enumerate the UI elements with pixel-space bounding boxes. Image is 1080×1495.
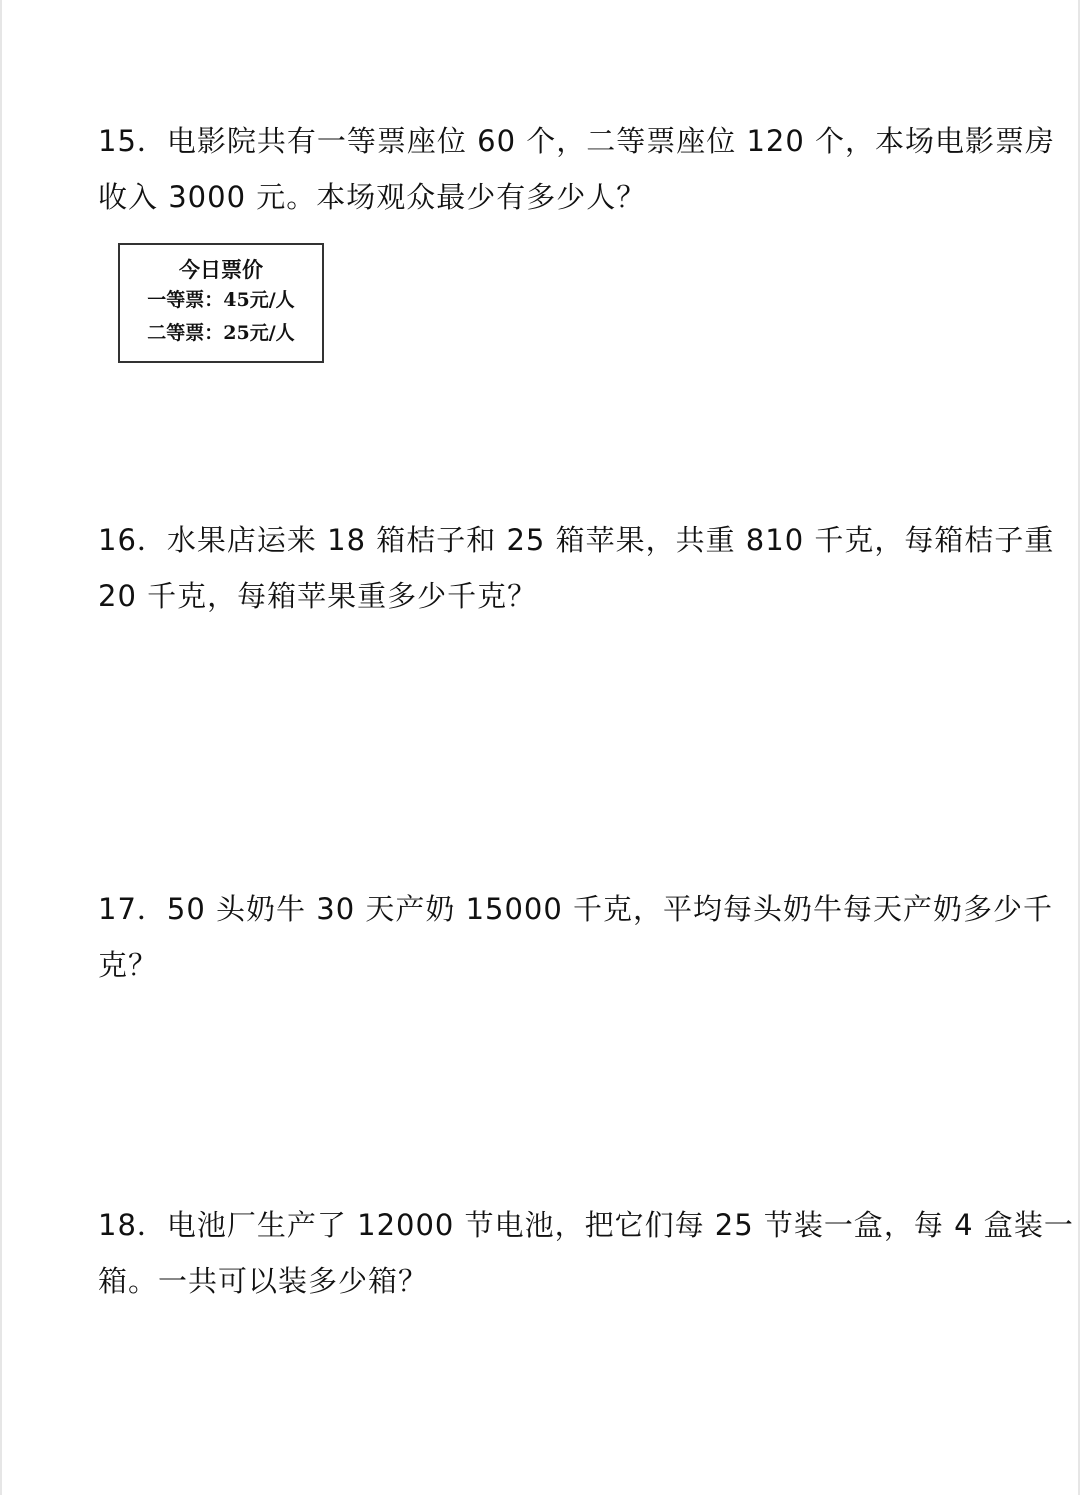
first-class-ticket-price: 一等票：45元/人: [147, 289, 295, 311]
ticket-price-box: [118, 243, 324, 363]
question-18-line-1: 18．电池厂生产了 12000 节电池，把它们每 25 节装一盒，每 4 盒装一: [98, 1208, 1074, 1242]
ticket-price-title: 今日票价: [179, 257, 263, 282]
question-16: [98, 512, 1055, 624]
question-17-line-1: 17．50 头奶牛 30 天产奶 15000 千克，平均每头奶牛每天产奶多少千: [98, 892, 1054, 926]
question-18-line-2: 箱。一共可以装多少箱？: [98, 1264, 429, 1298]
question-15-line-2: 收入 3000 元。本场观众最少有多少人？: [98, 180, 647, 214]
question-17: [98, 881, 1054, 993]
question-16-line-1: 16．水果店运来 18 箱桔子和 25 箱苹果，共重 810 千克，每箱桔子重: [98, 523, 1055, 557]
question-15: [98, 113, 1056, 225]
second-class-ticket-price: 二等票：25元/人: [147, 322, 295, 344]
question-15-line-1: 15．电影院共有一等票座位 60 个，二等票座位 120 个，本场电影票房: [98, 124, 1056, 158]
question-17-line-2: 克？: [98, 948, 159, 982]
page-edge-left: [0, 0, 2, 1495]
question-18: [98, 1197, 1074, 1309]
question-16-line-2: 20 千克，每箱苹果重多少千克？: [98, 579, 538, 613]
